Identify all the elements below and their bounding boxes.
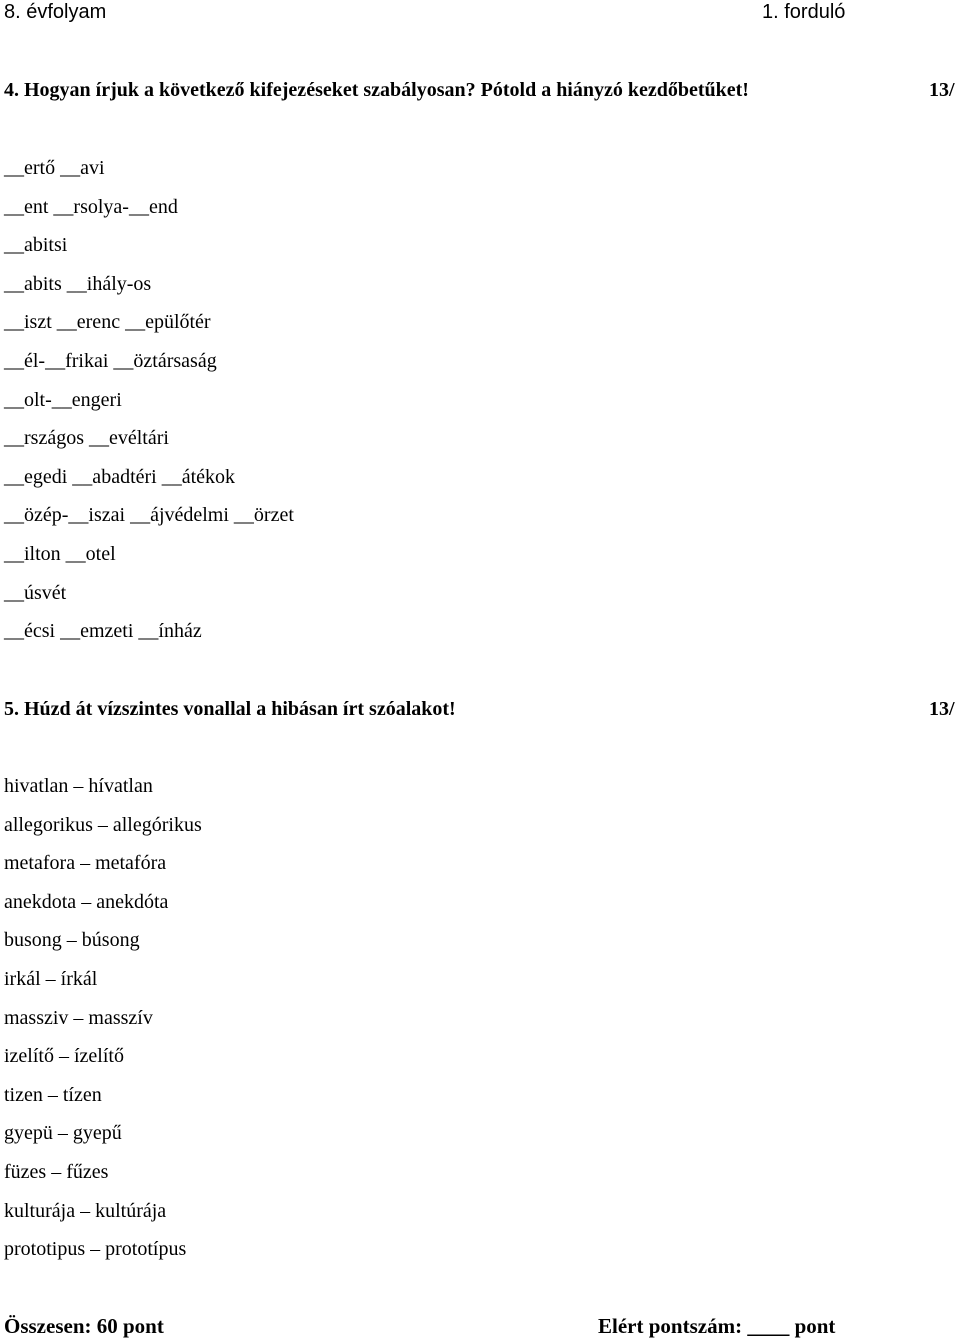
list-item: irkál – írkál — [4, 967, 98, 990]
list-item: __iszt __erenc __epülőtér — [4, 311, 211, 334]
list-item: __abits __ihály-os — [4, 272, 152, 295]
grade-label: 8. évfolyam — [4, 1, 107, 23]
list-item: __abitsi — [4, 234, 68, 257]
task5-title: 5. Húzd át vízszintes vonallal a hibásan írt szóalakot! — [4, 698, 456, 720]
list-item: __úsvét — [4, 581, 67, 604]
list-item: anekdota – anekdóta — [4, 890, 169, 913]
list-item: __ertő __avi — [4, 157, 105, 179]
task5-list — [4, 774, 202, 1276]
achieved-score-blank: ____ — [747, 1314, 790, 1338]
list-item: metafora – metafóra — [4, 852, 167, 875]
list-item: füzes – fűzes — [4, 1160, 109, 1183]
round-label: 1. forduló — [762, 1, 846, 23]
list-item: __olt-__engeri — [4, 388, 122, 411]
list-item: massziv – masszív — [4, 1006, 153, 1029]
list-item: izelítő – ízelítő — [4, 1045, 124, 1068]
list-item: allegorikus – allegórikus — [4, 813, 202, 836]
list-item: hivatlan – hívatlan — [4, 775, 153, 797]
list-item: busong – búsong — [4, 929, 140, 952]
total-points: Összesen: 60 pont — [4, 1314, 164, 1338]
list-item: __ent __rsolya-__end — [4, 195, 178, 218]
achieved-score-label: Elért pontszám: — [598, 1314, 743, 1338]
list-item: __rszágos __evéltári — [4, 427, 169, 450]
list-item: kulturája – kultúrája — [4, 1199, 167, 1222]
task4-list — [4, 156, 294, 658]
list-item: __egedi __abadtéri __átékok — [4, 465, 236, 488]
achieved-score-unit: pont — [794, 1314, 836, 1338]
list-item: prototipus – prototípus — [4, 1238, 187, 1261]
list-item: __özép-__iszai __ájvédelmi __örzet — [4, 504, 294, 527]
task4-points: 13/ — [929, 79, 955, 101]
list-item: gyepü – gyepű — [4, 1122, 122, 1145]
list-item: __él-__frikai __öztársaság — [4, 349, 217, 372]
list-item: tizen – tízen — [4, 1083, 102, 1106]
achieved-score — [598, 1314, 835, 1338]
task5-points: 13/ — [929, 698, 955, 720]
list-item: __écsi __emzeti __ínház — [4, 620, 202, 643]
task4-title: 4. Hogyan írjuk a következő kifejezéseket szabályosan? Pótold a hiányzó kezdőbetűket! — [4, 79, 749, 101]
list-item: __ilton __otel — [4, 542, 116, 565]
